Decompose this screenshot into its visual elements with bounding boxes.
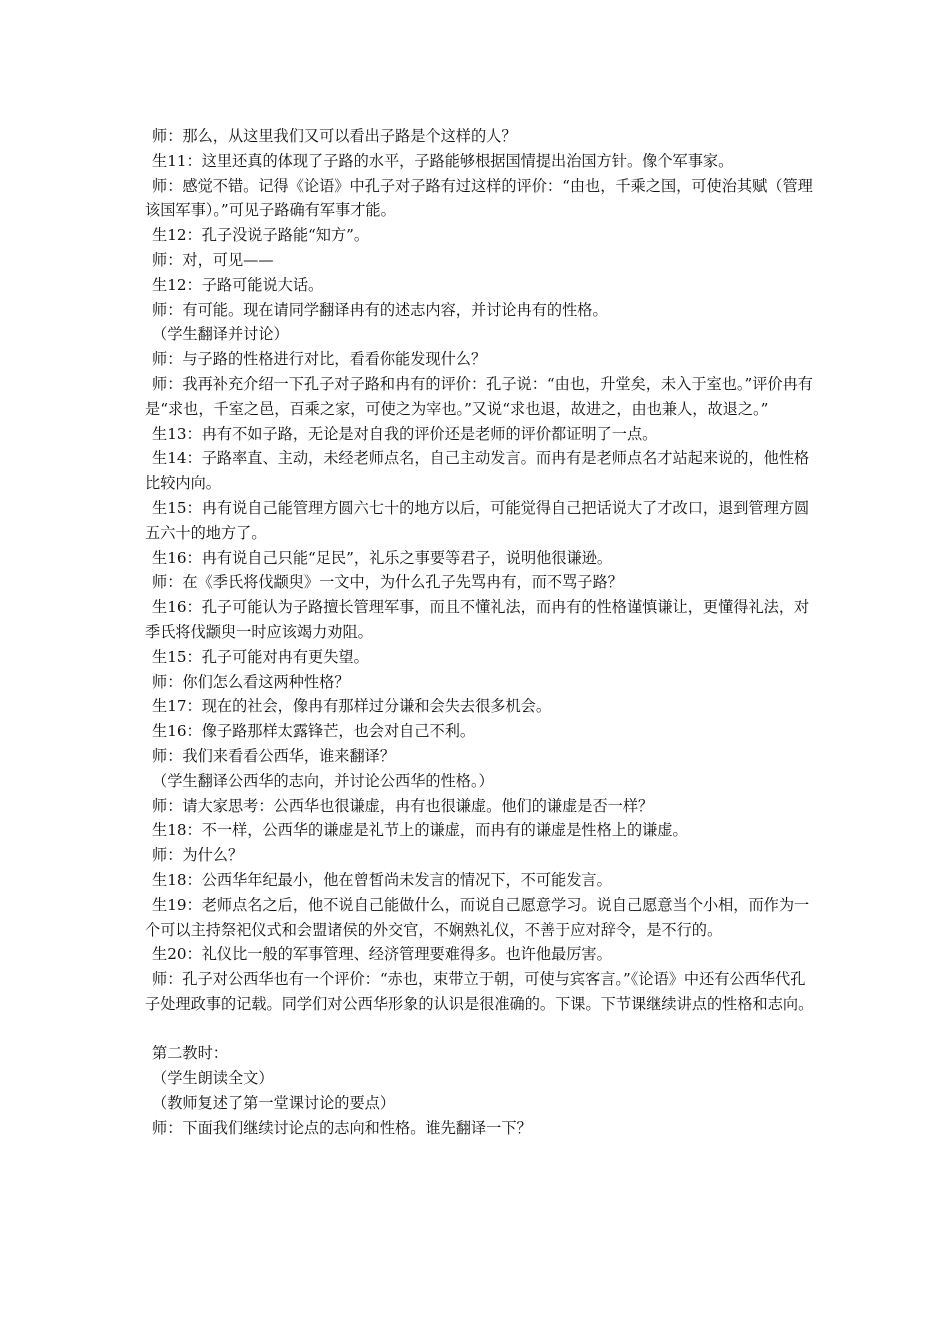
paragraph: 师：与子路的性格进行对比，看看你能发现什么？ — [152, 350, 487, 369]
paragraph: 师：为什么？ — [152, 846, 244, 865]
section-spacer — [145, 1017, 815, 1042]
paragraph: （学生翻译并讨论） — [152, 325, 289, 344]
paragraph: （学生朗读全文） — [152, 1069, 274, 1088]
paragraph: 生14：子路率直、主动，未经老师点名，自己主动发言。而冉有是老师点名才站起来说的，他性格比较内向。 — [145, 449, 810, 493]
paragraph: 生12：孔子没说子路能“知方”。 — [152, 226, 370, 245]
paragraph: 生12：子路可能说大话。 — [152, 275, 324, 294]
paragraph: 生15：冉有说自己能管理方圆六七十的地方以后，可能觉得自己把话说大了才改口，退到管理方圆五六十的地方了。 — [145, 498, 810, 542]
section-heading: 第二教时： — [152, 1044, 228, 1063]
paragraph: 师：我们来看看公西华，谁来翻译？ — [152, 746, 395, 765]
paragraph: 师：在《季氏将伐颛臾》一文中，为什么孔子先骂冉有，而不骂子路？ — [152, 573, 623, 592]
paragraph: 师：我再补充介绍一下孔子对子路和冉有的评价：孔子说：“由也，升堂矣，未入于室也。”评价冉有是“求也，千室之邑，百乘之家，可使之为宰也。”又说“求也退，故进之，由也兼人，故退之。” — [145, 374, 813, 418]
paragraph: 师：下面我们继续讨论点的志向和性格。谁先翻译一下？ — [152, 1118, 532, 1137]
paragraph: 生15：孔子可能对冉有更失望。 — [152, 647, 369, 666]
paragraph: 师：有可能。现在请同学翻译冉有的述志内容，并讨论冉有的性格。 — [152, 300, 608, 319]
paragraph: 生18：不一样，公西华的谦虚是礼节上的谦虚，而冉有的谦虚是性格上的谦虚。 — [152, 821, 688, 840]
paragraph: 师：那么，从这里我们又可以看出子路是个这样的人？ — [152, 127, 517, 145]
paragraph: 师：对，可见—— — [152, 250, 274, 269]
paragraph: 生19：老师点名之后，他不说自己能做什么，而说自己愿意学习。说自己愿意当个小相，而作为一个可以主持祭祀仪式和会盟诸侯的外交官，不娴熟礼仪，不善于应对辞令，是不行的。 — [145, 895, 810, 939]
paragraph: 生17：现在的社会，像冉有那样过分谦和会失去很多机会。 — [152, 697, 552, 716]
document-body — [145, 124, 815, 1141]
paragraph: （学生翻译公西华的志向，并讨论公西华的性格。） — [152, 771, 494, 790]
paragraph: 生16：冉有说自己只能“足民”，礼乐之事要等君子，说明他很谦逊。 — [152, 548, 613, 567]
paragraph: 师：孔子对公西华也有一个评价：“赤也，束带立于朝，可使与宾客言。”《论语》中还有公西华代孔子处理政事的记载。同学们对公西华形象的认识是很准确的。下课。下节课继续讲点的性格和志向。 — [145, 970, 814, 1013]
paragraph: 生16：像子路那样太露锋芒，也会对自己不利。 — [152, 722, 476, 741]
paragraph: 生18：公西华年纪最小，他在曾皙尚未发言的情况下，不可能发言。 — [152, 870, 612, 889]
paragraph: 师：感觉不错。记得《论语》中孔子对子路有过这样的评价：“由也，千乘之国，可使治其赋（管理该国军事）。”可见子路确有军事才能。 — [145, 176, 813, 220]
paragraph: 生16：孔子可能认为子路擅长管理军事，而且不懂礼法，而冉有的性格谨慎谦让，更懂得礼法，对季氏将伐颛臾一时应该竭力劝阻。 — [145, 598, 810, 641]
paragraph: 师：请大家思考：公西华也很谦虚，冉有也很谦虚。他们的谦虚是否一样？ — [152, 796, 654, 815]
paragraph: 生13：冉有不如子路，无论是对自我的评价还是老师的评价都证明了一点。 — [152, 424, 658, 443]
paragraph: 师：你们怎么看这两种性格？ — [152, 672, 350, 691]
paragraph: （教师复述了第一堂课讨论的要点） — [152, 1094, 395, 1113]
paragraph: 生11：这里还真的体现了子路的水平，子路能够根据国情提出治国方针。像个军事家。 — [152, 151, 734, 170]
paragraph: 生20：礼仪比一般的军事管理、经济管理要难得多。也许他最厉害。 — [152, 945, 612, 964]
